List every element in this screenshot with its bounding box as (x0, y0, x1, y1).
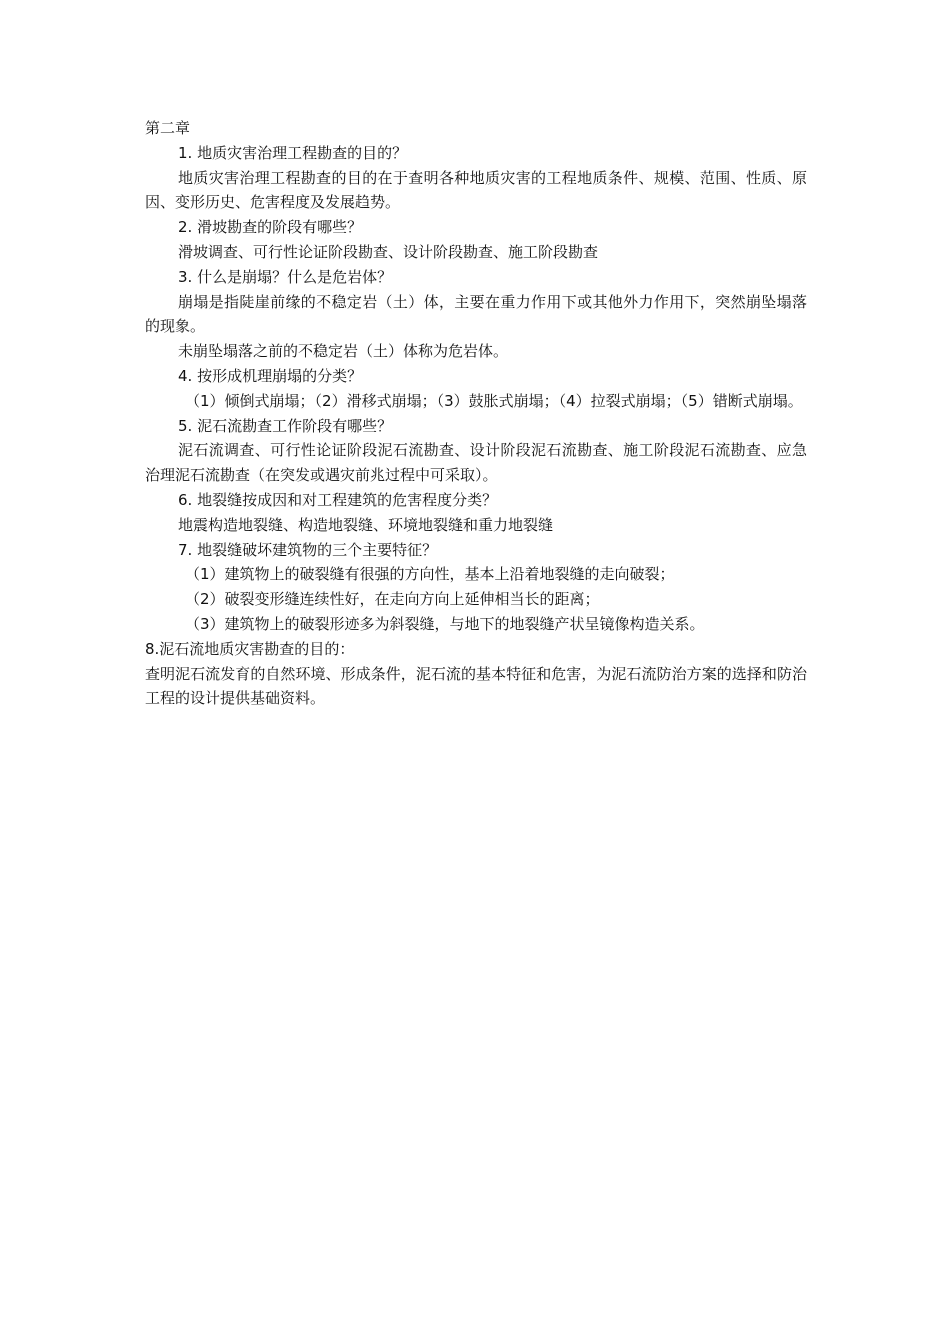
question-1: 1. 地质灾害治理工程勘查的目的？ (178, 143, 408, 162)
answer-4: （1）倾倒式崩塌；（2）滑移式崩塌；（3）鼓胀式崩塌；（4）拉裂式崩塌；（5）错断式崩塌。 (185, 391, 803, 410)
question-2: 2. 滑坡勘查的阶段有哪些？ (178, 218, 363, 237)
question-6: 6. 地裂缝按成因和对工程建筑的危害程度分类？ (178, 490, 498, 509)
answer-2: 滑坡调查、可行性论证阶段勘查、设计阶段勘查、施工阶段勘查 (178, 242, 599, 261)
document-body (145, 116, 807, 711)
question-3: 3. 什么是崩塌？什么是危岩体？ (178, 267, 393, 286)
answer-3b: 未崩坠塌落之前的不稳定岩（土）体称为危岩体。 (178, 342, 509, 361)
question-4: 4. 按形成机理崩塌的分类？ (178, 366, 363, 385)
question-5: 5. 泥石流勘查工作阶段有哪些？ (178, 416, 393, 435)
answer-7-item-2: （2）破裂变形缝连续性好，在走向方向上延伸相当长的距离； (185, 590, 600, 609)
answer-7-item-3: （3）建筑物上的破裂形迹多为斜裂缝，与地下的地裂缝产状呈镜像构造关系。 (185, 614, 705, 633)
question-8: 8.泥石流地质灾害勘查的目的： (145, 639, 355, 658)
answer-3a: 崩塌是指陡崖前缘的不稳定岩（土）体，主要在重力作用下或其他外力作用下，突然崩坠塌落的现象。 (145, 292, 807, 336)
question-7: 7. 地裂缝破坏建筑物的三个主要特征？ (178, 540, 438, 559)
answer-7-item-1: （1）建筑物上的破裂缝有很强的方向性，基本上沿着地裂缝的走向破裂； (185, 565, 675, 584)
answer-8: 查明泥石流发育的自然环境、形成条件，泥石流的基本特征和危害，为泥石流防治方案的选择和防治工程的设计提供基础资料。 (145, 664, 807, 708)
chapter-heading: 第二章 (145, 119, 191, 137)
answer-6: 地震构造地裂缝、构造地裂缝、环境地裂缝和重力地裂缝 (178, 515, 554, 534)
answer-5: 泥石流调查、可行性论证阶段泥石流勘查、设计阶段泥石流勘查、施工阶段泥石流勘查、应急治理泥石流勘查（在突发或遇灾前兆过程中可采取）。 (145, 441, 807, 485)
answer-1: 地质灾害治理工程勘查的目的在于查明各种地质灾害的工程地质条件、规模、范围、性质、原因、变形历史、危害程度及发展趋势。 (145, 168, 807, 212)
